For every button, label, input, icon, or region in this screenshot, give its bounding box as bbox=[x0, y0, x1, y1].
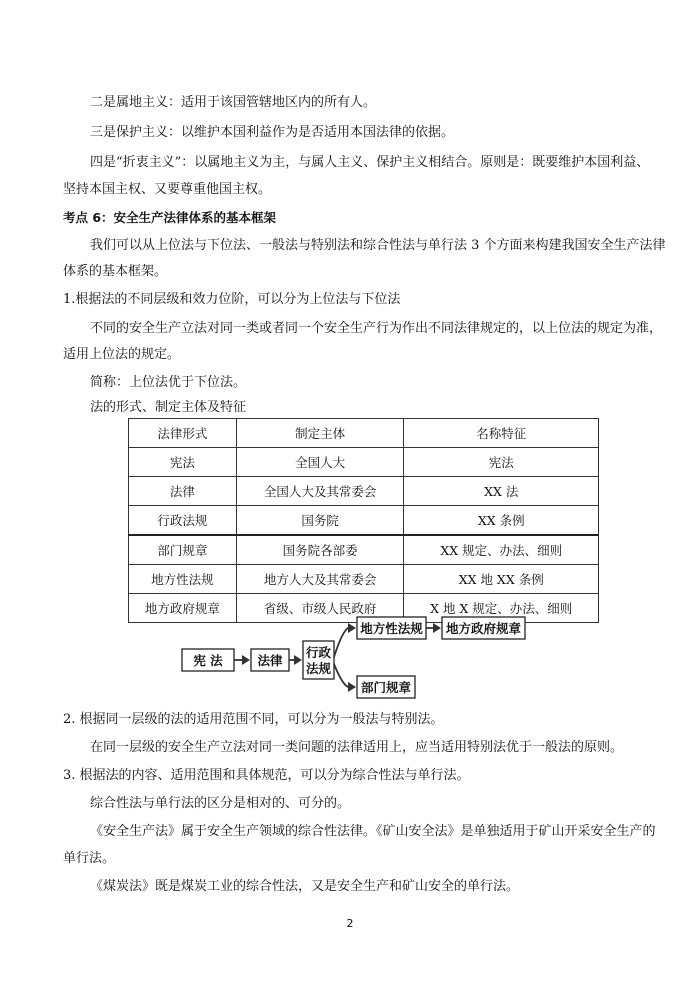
para-territorial: 二是属地主义：适用于该国管辖地区内的所有人。 bbox=[90, 95, 377, 110]
para-comprehensive: 综合性法与单行法的区分是相对的、可分的。 bbox=[90, 796, 351, 811]
table-cell: 宪法 bbox=[129, 448, 237, 477]
table-header-cell: 制定主体 bbox=[236, 419, 404, 448]
item-3-title: 3. 根据法的内容、适用范围和具体规范，可以分为综合性法与单行法。 bbox=[63, 768, 470, 783]
table-header-cell: 法律形式 bbox=[129, 419, 237, 448]
law-forms-table bbox=[128, 418, 599, 623]
para-intro-cont: 体系的基本框架。 bbox=[63, 264, 168, 279]
para-superior-law-cont: 适用上位法的规定。 bbox=[63, 347, 181, 362]
table-cell: 地方人大及其常委会 bbox=[236, 565, 404, 594]
para-special-law: 在同一层级的安全生产立法对同一类问题的法律适用上，应当适用特别法优于一般法的原则。 bbox=[90, 740, 624, 755]
table-cell: 国务院各部委 bbox=[236, 535, 404, 565]
table-cell: 全国人大 bbox=[236, 448, 404, 477]
table-cell: XX 条例 bbox=[404, 506, 599, 536]
table-cell: XX 规定、办法、细则 bbox=[404, 535, 599, 565]
diagram-arrow-up bbox=[334, 628, 350, 657]
table-cell: 全国人大及其常委会 bbox=[236, 477, 404, 506]
diagram-arrowhead bbox=[348, 682, 356, 692]
table-row bbox=[129, 506, 599, 536]
para-compromise: 四是“折衷主义”：以属地主义为主，与属人主义、保护主义相结合。原则是：既要维护本国利益、 bbox=[90, 155, 650, 170]
diagram-label-law: 法律 bbox=[257, 653, 283, 668]
para-safety-law: 《安全生产法》属于安全生产领域的综合性法律。《矿山安全法》是单独适用于矿山开采安全生产的 bbox=[90, 824, 656, 839]
diagram-arrowhead bbox=[294, 655, 302, 665]
table-cell: 法律 bbox=[129, 477, 237, 506]
diagram-arrowhead bbox=[242, 655, 250, 665]
table-row bbox=[129, 477, 599, 506]
diagram-arrow-down bbox=[334, 664, 350, 687]
table-header-row bbox=[129, 419, 599, 448]
para-protective: 三是保护主义：以维护本国利益作为是否适用本国法律的依据。 bbox=[90, 125, 455, 140]
table-cell: 地方政府规章 bbox=[129, 594, 237, 623]
page-number: 2 bbox=[346, 917, 354, 930]
table-cell: 宪法 bbox=[404, 448, 599, 477]
table-cell: 部门规章 bbox=[129, 535, 237, 565]
diagram-label-constitution: 宪 法 bbox=[193, 653, 223, 668]
section-heading: 考点 6：安全生产法律体系的基本框架 bbox=[63, 210, 277, 225]
para-coal-law: 《煤炭法》既是煤炭工业的综合性法，又是安全生产和矿山安全的单行法。 bbox=[90, 879, 520, 894]
diagram-label-admin-1: 行政 bbox=[305, 645, 332, 660]
item-2-title: 2. 根据同一层级的法的适用范围不同，可以分为一般法与特别法。 bbox=[63, 712, 444, 727]
table-row bbox=[129, 565, 599, 594]
para-superior-law: 不同的安全生产立法对同一类或者同一个安全生产行为作出不同法律规定的，以上位法的规定为准， bbox=[90, 321, 663, 336]
table-cell: 省级、市级人民政府 bbox=[236, 594, 404, 623]
para-compromise-cont: 坚持本国主权、又要尊重他国主权。 bbox=[63, 182, 272, 197]
law-hierarchy-diagram bbox=[180, 612, 540, 702]
diagram-label-dept-rule: 部门规章 bbox=[360, 680, 412, 695]
para-short-name: 简称：上位法优于下位法。 bbox=[90, 375, 247, 390]
table-cell: XX 地 XX 条例 bbox=[404, 565, 599, 594]
table-cell: 地方性法规 bbox=[129, 565, 237, 594]
diagram-label-local-gov-rule: 地方政府规章 bbox=[445, 621, 522, 636]
diagram-label-admin-2: 法规 bbox=[305, 661, 332, 676]
table-caption: 法的形式、制定主体及特征 bbox=[90, 400, 247, 415]
para-intro: 我们可以从上位法与下位法、一般法与特别法和综合性法与单行法 3 个方面来构建我国安全生产法律 bbox=[90, 238, 666, 253]
diagram-arrowhead bbox=[348, 623, 356, 633]
table-header-cell: 名称特征 bbox=[404, 419, 599, 448]
table-row bbox=[129, 535, 599, 565]
diagram-label-local-regulation: 地方性法规 bbox=[360, 621, 423, 636]
table-cell: 行政法规 bbox=[129, 506, 237, 536]
table-cell: X 地 X 规定、办法、细则 bbox=[404, 594, 599, 623]
para-safety-law-cont: 单行法。 bbox=[63, 851, 116, 866]
table-row bbox=[129, 448, 599, 477]
item-1-title: 1.根据法的不同层级和效力位阶，可以分为上位法与下位法 bbox=[63, 292, 401, 307]
table-cell: XX 法 bbox=[404, 477, 599, 506]
diagram-arrowhead bbox=[433, 623, 441, 633]
table-cell: 国务院 bbox=[236, 506, 404, 536]
